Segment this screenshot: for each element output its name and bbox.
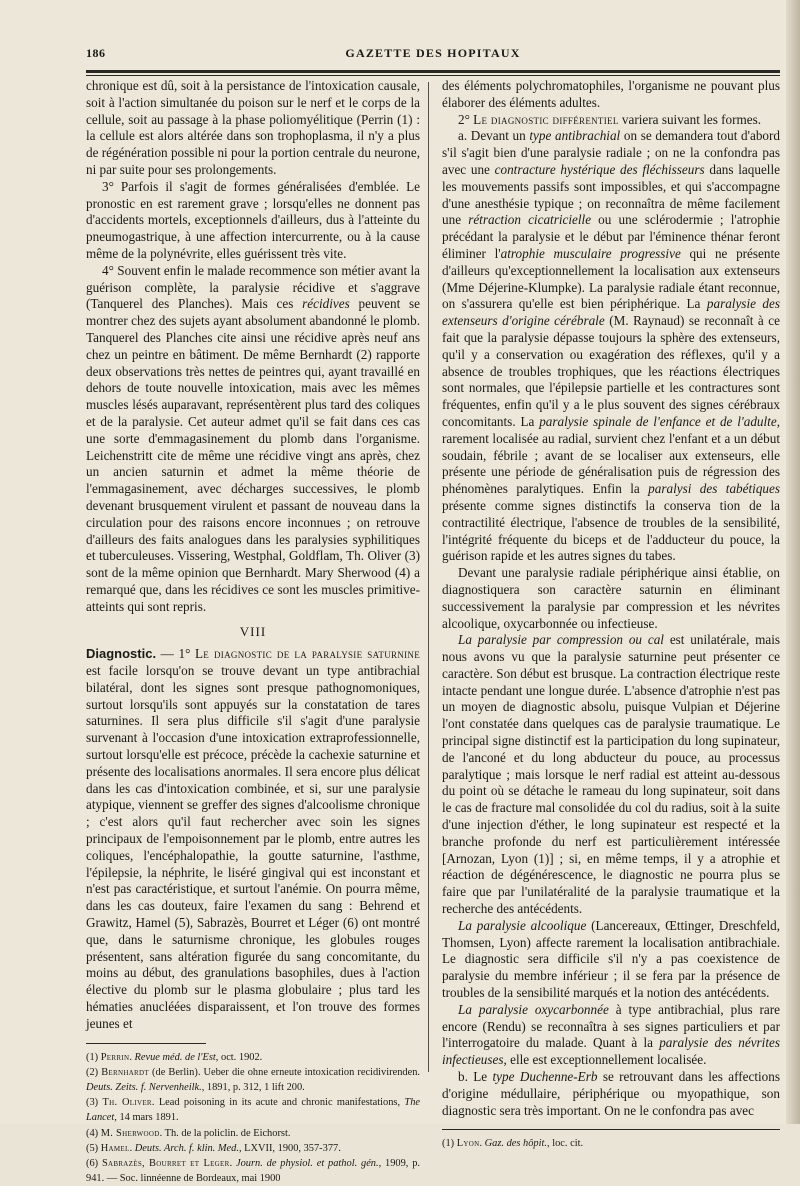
paragraph: 2° Le diagnostic différentiel variera suivant les formes. xyxy=(458,111,762,127)
footnotes xyxy=(86,1050,420,1186)
header-rule-thick xyxy=(86,70,780,73)
page-edge-shadow xyxy=(786,0,800,1124)
paragraph: b. Le type Duchenne-Erb se retrouvant dans les affections d'origine médullaire, périphérique ou myopathique, son diagnostic sera très important. On ne le confondra pas avec xyxy=(442,1069,780,1118)
footnote: (1) Perrin. Revue méd. de l'Est, oct. 1902. xyxy=(86,1051,263,1063)
page-header xyxy=(86,44,780,64)
paragraph: 4° Souvent enfin le malade recommence son métier avant la guérison complète, la paralysie récidive et s'aggrave (Tanquerel des Planches). Mais ces récidives peuvent se montrer chez des sujets ayant absolument abandonné le plomb. Tanquerel des Planches cite ainsi une récidive après neuf ans chez un peintre en bâtiment. De même Bernhardt (2) rapporte deux observations très nettes de peintres qui, ayant travaillé en dehors de toute nouvelle intoxication, mais avec les mêmes muscles lésés auparavant, représentèrent plus tard des coliques et de la paralysie. Cet auteur admet qu'il se fait dans ces cas une sorte d'emmagasinement du plomb dans l'organisme. Leichenstritt cite de même une récidive vingt ans après, chez un ancien saturnin et admet la même théorie de l'emmagasinement, avec décharges successives, le plomb devenant brusquement virulent et passant de nouveau dans la circulation pour des raisons encore inconnues ; on retrouve d'ailleurs des faits analogues dans les paralysies syphilitiques et tuberculeuses. Vissering, Westphal, Goldflam, Th. Oliver (3) sont de la même opinion que Bernhardt. Mary Sherwood (4) a remarqué que, dans les récidives ce sont les muscles primitive-atteints qui sont repris. xyxy=(86,262,421,614)
running-title: GAZETTE DES HOPITAUX xyxy=(345,46,521,60)
paragraph: chronique est dû, soit à la persistance de l'intoxication causale, soit à l'action simultanée du poison sur le nerf et le corps de la cellule, soit au passage à la phase poliomyélitique (Perrin (1) : la cellule est alors altérée dans son trophoplasma, il n'y a plus de régénération possible ni pour la portion centrale du neurone, ni par suite pour ses prolongements. xyxy=(86,78,420,177)
footnote: (2) Bernhardt (de Berlin). Ueber die ohne erneute intoxication recidivirenden. Deuts. Zeits. f. Nervenheilk., 1891, p. 312, 1 lift 200. xyxy=(86,1066,420,1094)
paragraph: des éléments polychromatophiles, l'organisme ne pouvant plus élaborer des éléments adultes. xyxy=(442,78,780,110)
paragraph: La paralysie alcoolique (Lancereaux, Œttinger, Dreschfeld, Thomsen, Lyon) affecte rarement la localisation antibrachiale. Le diagnostic sera difficile s'il n'y a pas coexistence de paralysie du membre inférieur ; il se fera par la présence de troubles de la sensibilité marqués et la notion des antécédents. xyxy=(442,917,780,1001)
paragraph-diagnostic: Diagnostic. — 1° Le diagnostic de la paralysie saturnine est facile lorsqu'on se trouve devant un type antibrachial bilatéral, dont les signes sont presque pathognomoniques, surtout lorsqu'ils sont appuyés sur la constatation de tares saturnines. Il sera plus difficile s'il s'agit d'une paralysie survenant à l'occasion d'une intoxication extraprofessionnelle, surtout lorsqu'elle est précoce, précède la cachexie saturnine et présente des localisations anormales. Il sera encore plus délicat dans les cas d'intoxication combinée, et si, sur une paralysie atypique, viennent se greffer des signes d'alcoolisme chronique ; c'est alors qu'il faut rechercher avec soin les signes principaux de l'empoisonnement par le plomb, entre autres les coliques, l'encéphalopathie, la goutte saturnine, l'asthme, l'épilepsie, la néphrite, le liséré gingival qui est inconstant et n'est pas caractéristique, et surtout l'anémie. On pourra même, dans les cas douteux, faire l'examen du sang : Behrend et Grawitz, Hamel (5), Sabrazès, Bourret et Léger (6) ont montré que, dans le saturnisme chronique, les globules rouges présentent, sans altération figurée du sang concomitante, du moins au début, des granulations basophiles, dues à l'action élective du plomb sur le plasma globulaire ; plus tard les hématies anucléées disparaissent, et l'on trouve des formes jeunes et xyxy=(86,646,420,1031)
section-heading: Diagnostic. xyxy=(86,646,157,662)
paragraph: 3° Parfois il s'agit de formes généralisées d'emblée. Le pronostic en est rarement grave ; lorsqu'elles ne donnent pas d'accidents mortels, exceptionnels d'ailleurs, dus à l'atteinte du pneumogastrique, à une affection intercurrente, ou à la cause même de la polynévrite, elles guérissent très vite. xyxy=(86,178,420,261)
paragraph: Devant une paralysie radiale périphérique ainsi établie, on diagnostiquera son caractère saturnin en éliminant successivement la paralysie par compression et les névrites alcoolique, oxycarbonnée ou infectieuse. xyxy=(442,565,780,631)
column-divider xyxy=(428,82,429,1072)
footnotes xyxy=(442,1136,780,1151)
paragraph: La paralysie par compression ou cal est unilatérale, mais nous avons vu que la paralysie saturnine peut présenter ce caractère. Son début est brusque. La contraction électrique reste intacte pendant une longue durée. L'absence d'atrophie n'est pas un moyen de diagnostic absolu, puisque Vulpian et Déjerine l'ont constatée dans quelques cas de paralysie traumatique. Le principal signe distinctif est la participation du long supinateur, de l'anconé et du long abducteur du pouce, au processus paralytique ; mais lorsque le nerf radial est atteint au-dessous du point où se détache le rameau du long supinateur, soit dans le cas de fracture mal consolidée du col du radius, soit à la suite d'une injection d'éther, le long supinateur est respecté et la branche profonde du nerf est particulièrement intéressée [Arnozan, Lyon (1)] ; si, en même temps, il y a atrophie et réaction de dégénérescence, le diagnostic ne pourra plus se faire que par l'unilatéralité de la paralysie traumatique et la recherche des antécédents. xyxy=(442,632,780,917)
footnote: (4) M. Sherwood. Th. de la policlin. de Eichorst. xyxy=(86,1127,291,1139)
footnote: (3) Th. Oliver. Lead poisoning in its acute and chronic manifestations, The Lancet, 14 mars 1891. xyxy=(86,1097,421,1124)
right-column xyxy=(442,78,780,1152)
paragraph: La paralysie oxycarbonnée à type antibrachial, plus rare encore (Rendu) se reconnaîtra à ses signes particuliers et par l'interrogatoire du malade. Quant à la paralysie des névrites infectieuses, elle est exceptionnellement localisée. xyxy=(442,1001,780,1068)
page-number: 186 xyxy=(86,46,106,60)
footnote-rule xyxy=(86,1043,206,1044)
left-column xyxy=(86,78,420,1186)
section-number: VIII xyxy=(239,623,267,639)
footnote-rule xyxy=(442,1129,780,1130)
header-rule-thin xyxy=(86,75,780,76)
paragraph: a. Devant un type antibrachial on se demandera tout d'abord s'il s'agit bien d'une paralysie radiale ; on ne la confondra pas avec une contracture hystérique des fléchisseurs dans laquelle les mouvements passifs sont impossibles, et qui s'accompagne d'une anesthésie typique ; on reconnaîtra de même facilement une rétraction cicatricielle ou une sclérodermie ; l'atrophie précédant la paralysie et le début par l'éminence thénar feront éliminer l'atrophie musculaire progressive qui ne présente d'ailleurs qu'exceptionnellement la localisation aux extenseurs (Mme Déjerine-Klumpke). La paralysie radiale étant reconnue, on s'assurera qu'elle est bien périphérique. La paralysie des extenseurs d'origine cérébrale (M. Raynaud) se reconnaît à ce fait que la paralysie dépasse toujours la sphère des extenseurs, qu'il y a conservation ou exagération des réflexes, qu'il y a absence de troubles trophiques, que les réactions électriques sont normales, que l'épilepsie partielle et les contractures sont fréquentes, enfin qu'il y a le plus souvent des signes cérébraux concomitants. La paralysie spinale de l'enfance et de l'adulte, rarement localisée au radial, survient chez l'enfant et a un début soudain, fébrile ; avant de se localiser aux extenseurs, elle présente une période de généralisation puis de régression des phénomènes paralytiques. Enfin la paralysi des tabétiques présente comme signes distinctifs la conserva tion de la contractilité électrique, l'absence de troubles de la sensibilité, l'intégrité fréquente du biceps et de l'adducteur du pouce, la guérison rapide et les autres signes du tabes. xyxy=(442,128,781,564)
footnote: (1) Lyon. Gaz. des hôpit., loc. cit. xyxy=(442,1138,584,1150)
footnote: (6) Sabrazès, Bourret et Leger. Journ. de physiol. et pathol. gén., 1909, p. 941. — Soc. linnéenne de Bordeaux, mai 1900 xyxy=(86,1158,421,1185)
footnote: (5) Hamel. Deuts. Arch. f. klin. Med., LXVII, 1900, 357-377. xyxy=(86,1142,341,1154)
